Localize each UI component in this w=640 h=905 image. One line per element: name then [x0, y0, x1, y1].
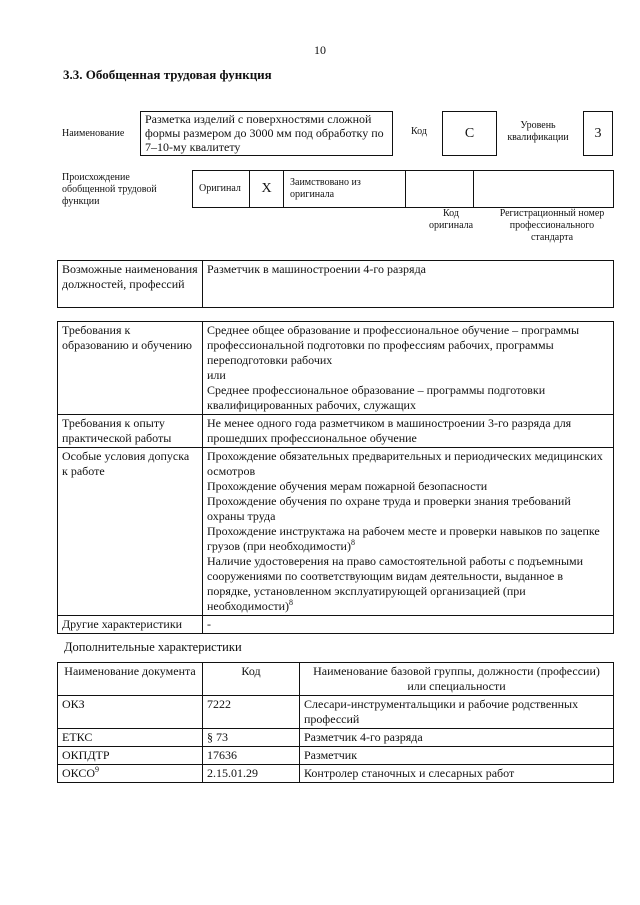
origin-row [192, 170, 614, 208]
experience-value: Не менее одного года разметчиком в машиностроении 3-го разряда для прошедших профессиональное обучение [203, 415, 614, 448]
other-label: Другие характеристики [58, 616, 203, 634]
condition-line: Прохождение обучения по охране труда и проверки знания требований охраны труда [207, 494, 571, 523]
name-label: Наименование [62, 128, 125, 139]
name-cell: Разметчик [300, 747, 614, 765]
function-name-value: Разметка изделий с поверхностями сложной формы размером до 3000 мм под обработку по 7–10-му квалитету [140, 111, 393, 156]
section-title: 3.3. Обобщенная трудовая функция [63, 67, 272, 82]
doc-cell [58, 765, 203, 783]
requirements-table [57, 321, 614, 634]
doc-cell: ОКЗ [58, 696, 203, 729]
positions-table [57, 260, 614, 308]
table-row [58, 729, 614, 747]
code-cell: 2.15.01.29 [203, 765, 300, 783]
footnote-mark: 9 [95, 765, 100, 774]
original-mark: X [249, 171, 283, 207]
qualification-level-label: Уровень квалификации [507, 120, 569, 143]
additional-table [57, 662, 614, 783]
column-header-code: Код [203, 663, 300, 696]
table-row [58, 747, 614, 765]
conditions-label: Особые условия допуска к работе [58, 448, 203, 616]
code-original-label: Код оригинала [428, 208, 474, 231]
column-header-document: Наименование документа [58, 663, 203, 696]
condition-line: Прохождение обязательных предварительных и периодических медицинских осмотров [207, 449, 603, 478]
qualification-level-value: 3 [583, 111, 613, 156]
positions-value: Разметчик в машиностроении 4-го разряда [203, 261, 614, 308]
condition-line-text: Наличие удостоверения на право самостоятельной работы с подъемными сооружениями по соответствующим видам деятельности, выданное в порядке, установленном эксплуатирующей организацией (при необходимости) [207, 554, 584, 613]
doc-cell: ОКПДТР [58, 747, 203, 765]
condition-line: Прохождение обучения мерам пожарной безопасности [207, 479, 488, 493]
origin-label: Происхождение обобщенной трудовой функции [62, 172, 157, 207]
condition-line [207, 554, 609, 614]
education-label: Требования к образованию и обучению [58, 322, 203, 415]
table-row [58, 696, 614, 729]
code-original-cell [405, 171, 473, 207]
footnote-mark: 8 [289, 598, 294, 607]
code-cell: § 73 [203, 729, 300, 747]
function-code-value: С [442, 111, 497, 156]
conditions-value [203, 448, 614, 616]
positions-label: Возможные наименования должностей, профессий [58, 261, 203, 308]
column-header-name: Наименование базовой группы, должности (профессии) или специальности [300, 663, 614, 696]
additional-title: Дополнительные характеристики [64, 640, 242, 654]
education-line: Среднее общее образование и профессиональное обучение – программы профессиональной подготовки по профессиям рабочих, программы переподготовки рабочих [207, 323, 580, 367]
code-cell: 7222 [203, 696, 300, 729]
other-value: - [203, 616, 614, 634]
additional-header-row [58, 663, 614, 696]
name-cell: Разметчик 4-го разряда [300, 729, 614, 747]
doc-cell: ЕТКС [58, 729, 203, 747]
borrowed-label: Заимствовано из оригинала [283, 171, 405, 207]
condition-line-text: Прохождение инструктажа на рабочем месте и проверки навыков по зацепке грузов (при необходимости) [207, 524, 600, 553]
table-row [58, 765, 614, 783]
name-cell: Контролер станочных и слесарных работ [300, 765, 614, 783]
code-label: Код [411, 126, 427, 137]
doc-cell-text: ОКСО [62, 766, 96, 780]
name-cell: Слесари-инструментальщики и рабочие родственных профессий [300, 696, 614, 729]
education-line: или [207, 368, 226, 382]
condition-line [207, 524, 609, 554]
reg-number-label: Регистрационный номер профессионального стандарта [499, 208, 605, 243]
original-label: Оригинал [199, 183, 241, 194]
reg-number-cell [473, 171, 613, 207]
education-value [203, 322, 614, 415]
code-cell: 17636 [203, 747, 300, 765]
page-number: 10 [314, 43, 326, 57]
experience-label: Требования к опыту практической работы [58, 415, 203, 448]
education-line: Среднее профессиональное образование – программы подготовки квалифицированных рабочих, служащих [207, 383, 546, 412]
footnote-mark: 8 [350, 538, 355, 547]
